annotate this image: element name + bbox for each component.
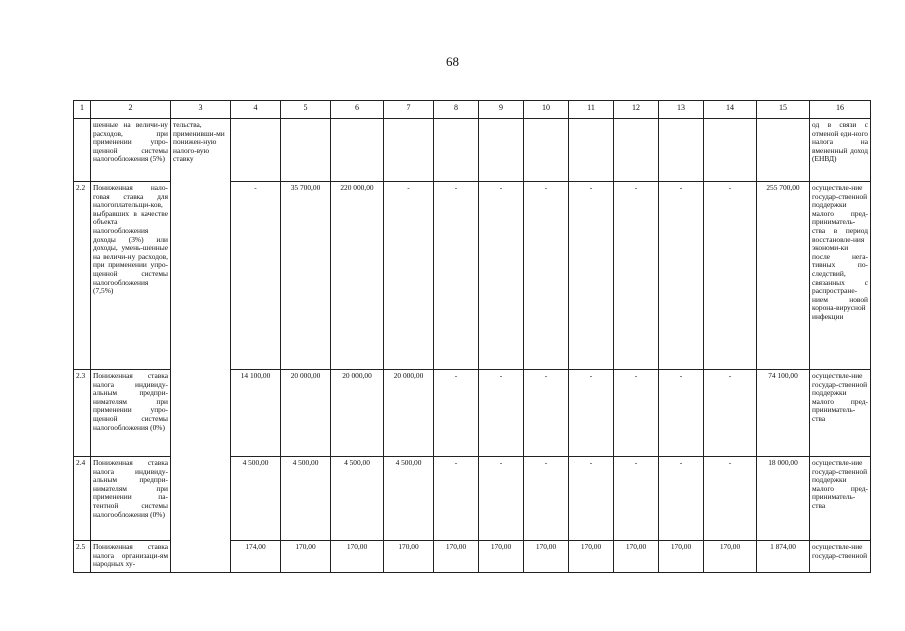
total-cell: 18 000,00 bbox=[757, 457, 810, 541]
value-cell: - bbox=[231, 182, 281, 370]
value-cell: - bbox=[384, 182, 434, 370]
row-description: Пониженная нало-говая ставка для налогоплательщи-ков, выбравших в качестве объекта налогообложения доходы (3%) или доходы, умень-шенные на величи-ну расходов, при применении упро-щенной системы налогообложения (7,5%) bbox=[91, 182, 171, 370]
value-cell: - bbox=[524, 182, 569, 370]
column-header: 2 bbox=[91, 101, 171, 119]
value-cell: - bbox=[479, 370, 524, 457]
row-description: Пониженная ставка налога организаци-ям народных ху- bbox=[91, 541, 171, 573]
value-cell: 14 100,00 bbox=[231, 370, 281, 457]
value-cell: - bbox=[704, 457, 757, 541]
row-description: Пониженная ставка налога индивиду-альным предпри-нимателям при применении упро-щенной системы налогообложения (0%) bbox=[91, 370, 171, 457]
value-cell: - bbox=[524, 370, 569, 457]
total-cell: 74 100,00 bbox=[757, 370, 810, 457]
value-cell: - bbox=[434, 370, 479, 457]
value-cell bbox=[231, 119, 281, 182]
value-cell: - bbox=[479, 182, 524, 370]
value-cell: - bbox=[704, 182, 757, 370]
value-cell bbox=[614, 119, 659, 182]
tax-expenditure-table bbox=[73, 100, 871, 573]
value-cell: - bbox=[614, 182, 659, 370]
column-header: 9 bbox=[479, 101, 524, 119]
value-cell: - bbox=[659, 457, 704, 541]
value-cell: 170,00 bbox=[524, 541, 569, 573]
row-description: шенные на величи-ну расходов, при применении упро-щенной системы налогообложения (5%) bbox=[91, 119, 171, 182]
column-header: 16 bbox=[810, 101, 871, 119]
value-cell: 4 500,00 bbox=[231, 457, 281, 541]
column-header: 13 bbox=[659, 101, 704, 119]
table-row-continuation bbox=[74, 119, 871, 182]
column-header: 12 bbox=[614, 101, 659, 119]
value-cell: - bbox=[434, 457, 479, 541]
value-cell: 170,00 bbox=[281, 541, 331, 573]
value-cell bbox=[331, 119, 384, 182]
value-cell: 20 000,00 bbox=[384, 370, 434, 457]
row-description: Пониженная ставка налога индивиду-альным предпри-нимателям при применении па-тентной системы налогообложения (0%) bbox=[91, 457, 171, 541]
value-cell: 4 500,00 bbox=[331, 457, 384, 541]
value-cell: 170,00 bbox=[384, 541, 434, 573]
purpose-note: осуществле-ние государ-ственной bbox=[810, 541, 871, 573]
total-cell: 1 874,00 bbox=[757, 541, 810, 573]
value-cell: 170,00 bbox=[569, 541, 614, 573]
total-cell: 255 700,00 bbox=[757, 182, 810, 370]
value-cell: 170,00 bbox=[331, 541, 384, 573]
value-cell: - bbox=[434, 182, 479, 370]
value-cell: 4 500,00 bbox=[281, 457, 331, 541]
table-header-row bbox=[74, 101, 871, 119]
value-cell: 20 000,00 bbox=[281, 370, 331, 457]
value-cell: - bbox=[479, 457, 524, 541]
column-header: 3 bbox=[171, 101, 231, 119]
value-cell: 170,00 bbox=[704, 541, 757, 573]
column-header: 8 bbox=[434, 101, 479, 119]
value-cell bbox=[524, 119, 569, 182]
value-cell: 170,00 bbox=[614, 541, 659, 573]
purpose-note: осуществле-ние государ-ственной поддержки малого пред-приниматель-ства bbox=[810, 370, 871, 457]
value-cell: 170,00 bbox=[434, 541, 479, 573]
column-header: 7 bbox=[384, 101, 434, 119]
value-cell bbox=[569, 119, 614, 182]
purpose-note: осуществле-ние государ-ственной поддержки малого пред-приниматель-ства в период восстановле-ния экономи-ки после нега-тивных по-следствий, связанных с распростране-нием новой корона-вирусной инфекции bbox=[810, 182, 871, 370]
column-header: 1 bbox=[74, 101, 91, 119]
value-cell: - bbox=[569, 182, 614, 370]
column-header: 11 bbox=[569, 101, 614, 119]
value-cell: - bbox=[704, 370, 757, 457]
column-header: 10 bbox=[524, 101, 569, 119]
value-cell: - bbox=[569, 370, 614, 457]
value-cell: 4 500,00 bbox=[384, 457, 434, 541]
column-header: 4 bbox=[231, 101, 281, 119]
total-cell bbox=[757, 119, 810, 182]
value-cell: - bbox=[659, 370, 704, 457]
value-cell: - bbox=[614, 370, 659, 457]
beneficiaries-cell: тельства, применивши-ми понижен-ную налого-вую ставку bbox=[171, 119, 231, 573]
value-cell: - bbox=[614, 457, 659, 541]
value-cell: 170,00 bbox=[479, 541, 524, 573]
value-cell: 35 700,00 bbox=[281, 182, 331, 370]
value-cell: - bbox=[524, 457, 569, 541]
value-cell: - bbox=[569, 457, 614, 541]
row-number: 2.3 bbox=[74, 370, 91, 457]
value-cell bbox=[479, 119, 524, 182]
value-cell bbox=[659, 119, 704, 182]
column-header: 14 bbox=[704, 101, 757, 119]
row-number: 2.4 bbox=[74, 457, 91, 541]
page-number: 68 bbox=[446, 54, 459, 69]
row-number: 2.2 bbox=[74, 182, 91, 370]
purpose-note: осуществле-ние государ-ственной поддержки малого пред-приниматель-ства bbox=[810, 457, 871, 541]
purpose-note: од в связи с отменой еди-ного налога на вмененный доход (ЕНВД) bbox=[810, 119, 871, 182]
value-cell: 170,00 bbox=[659, 541, 704, 573]
value-cell bbox=[281, 119, 331, 182]
column-header: 5 bbox=[281, 101, 331, 119]
value-cell: 20 000,00 bbox=[331, 370, 384, 457]
row-number-cell bbox=[74, 119, 91, 182]
row-number: 2.5 bbox=[74, 541, 91, 573]
value-cell: 220 000,00 bbox=[331, 182, 384, 370]
value-cell bbox=[704, 119, 757, 182]
value-cell bbox=[434, 119, 479, 182]
value-cell: 174,00 bbox=[231, 541, 281, 573]
column-header: 6 bbox=[331, 101, 384, 119]
value-cell bbox=[384, 119, 434, 182]
value-cell: - bbox=[659, 182, 704, 370]
column-header: 15 bbox=[757, 101, 810, 119]
